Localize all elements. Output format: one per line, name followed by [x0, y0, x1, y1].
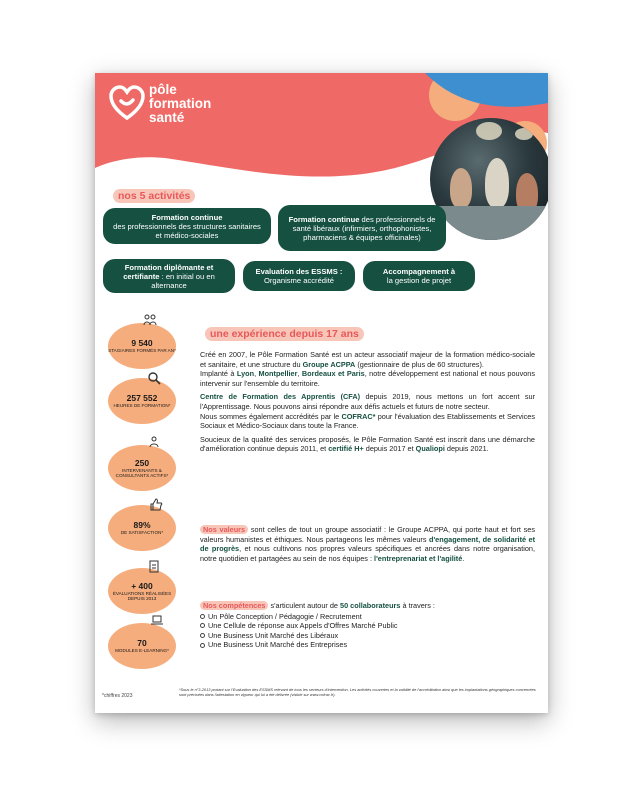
magnifier-icon [147, 371, 161, 385]
values-highlight: Nos valeurs [200, 525, 248, 534]
skill-item: Une Business Unit Marché des Entreprises [200, 640, 535, 650]
stat-hours: 257 552 HEURES DE FORMATION* [108, 378, 176, 424]
logo-wordmark [149, 83, 211, 125]
activity-pill-2: Formation continue des professionnels de santé libéraux (infirmiers, orthophonistes, pharmaciens & équipes officinales) [278, 205, 446, 251]
stat-elearning: 70 MODULES E-LEARNING* [108, 623, 176, 669]
stat-trainees: 9 540 STAGIAIRES FORMÉS PAR AN* [108, 323, 176, 369]
team-photo [430, 118, 548, 240]
thumbs-up-icon [149, 497, 163, 511]
heart-logo-icon [109, 85, 145, 121]
logo-line-2: formation [149, 96, 212, 111]
activity-pill-4: Evaluation des ESSMS : Organisme accrédité [243, 261, 355, 291]
activities-title: nos 5 activités [113, 190, 195, 202]
skills-highlight: Nos compétences [200, 601, 268, 610]
skill-item: Une Cellule de réponse aux Appels d'Offres Marché Public [200, 621, 535, 631]
activity-pill-5: Accompagnement à la gestion de projet [363, 261, 475, 291]
activity-pill-3: Formation diplômante et certifiante : en initial ou en alternance [103, 259, 235, 293]
brochure-page [95, 73, 548, 713]
values-text: Nos valeurs sont celles de tout un groupe associatif : le Groupe ACPPA, qui porte haut et fort ses valeurs humanistes et éthiques. Nous partageons les mêmes valeurs d'engagement, de solidarité et de progrès, et nous cultivons nos propres valeurs spécifiques et ancrées dans notre organisation, notre quotidien et partagées au sein de nos équipes : l'entreprenariat et l'agilité. [200, 525, 535, 563]
skills-text: Nos compétences s'articulent autour de 50 collaborateurs à travers : Un Pôle Conception / Pédagogie / Recrutement Une Cellule de réponse aux Appels d'Offres Marché Public Une Business Unit Marché des Libéraux Une Business Unit Marché des Entreprises [200, 601, 535, 650]
logo-line-1: pôle [149, 82, 177, 97]
group-icon [147, 435, 161, 449]
stat-evaluations: + 400 ÉVALUATIONS RÉALISÉES DEPUIS 2013 [108, 568, 176, 614]
experience-text: Créé en 2007, le Pôle Formation Santé est un acteur associatif majeur de la formation médico-sociale et sanitaire, et une structure du Groupe ACPPA (gestionnaire de plus de 60 structures). Implanté à Lyon, Montpellier, Bordeaux et Paris, notre développement est national et nous pouvons intervenir sur l'ensemble du territoire. Centre de Formation des Apprentis (CFA) depuis 2019, nous mettons un fort accent sur l'Apprentissage. Nous pouvons ainsi répondre aux défis actuels et futurs de notre secteur. Nous sommes également accrédités par le COFRAC* pour l'évaluation des Etablissements et Services Sociaux et Médico-Sociaux dans toute la France. Soucieux de la qualité des services proposés, le Pôle Formation Santé est inscrit dans une démarche d'amélioration continue depuis 2011, et certifié H+ depuis 2017 et Qualiopi depuis 2021. [200, 350, 536, 454]
experience-title: une expérience depuis 17 ans [205, 328, 364, 340]
activity-pill-1: Formation continue des professionnels des structures sanitaires et médico-sociales [103, 208, 271, 244]
skill-item: Une Business Unit Marché des Libéraux [200, 631, 535, 641]
skill-item: Un Pôle Conception / Pédagogie / Recrutement [200, 612, 535, 622]
laptop-icon [150, 613, 164, 627]
clipboard-icon [147, 559, 161, 573]
logo-line-3: santé [149, 110, 185, 125]
people-icon [143, 313, 157, 327]
stat-speakers: 250 INTERVENANTS & CONSULTANTS ACTIFS* [108, 445, 176, 491]
cofrac-footnote: *Sous le n°3-2013 portant sur l'Evaluation des ESSMS relevant de tous les secteurs d'intervention. Les activités couvertes et la validité de l'accréditation ainsi que les implantations géographiques concernées sont précisées dans l'attestation en vigueur qui lui a été délivrée (visible sur www.cofrac.fr). [179, 687, 536, 697]
figures-footnote: *chiffres 2023 [102, 693, 133, 699]
stat-satisfaction: 89% DE SATISFACTION* [108, 505, 176, 551]
